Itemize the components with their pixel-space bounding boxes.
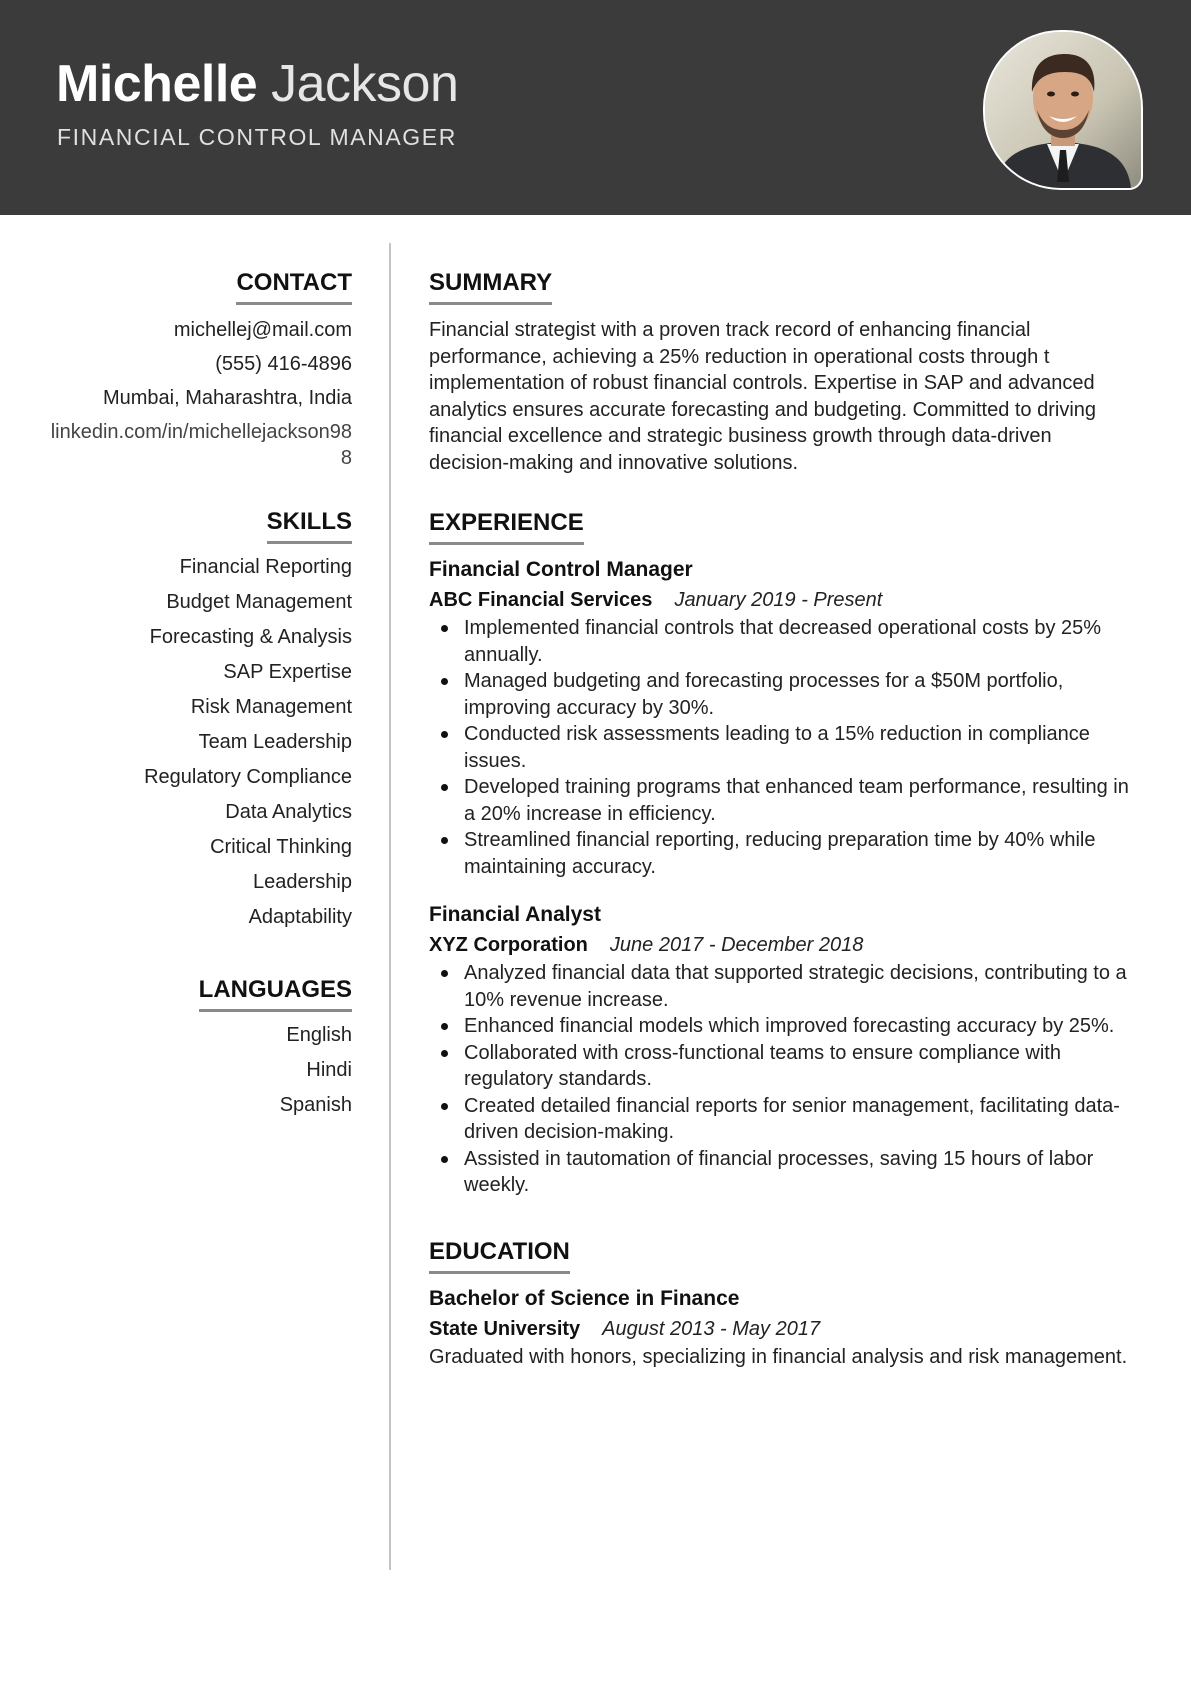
last-name: Jackson <box>271 55 459 113</box>
job-meta <box>429 585 1129 615</box>
skill-item: SAP Expertise <box>223 661 352 683</box>
bullet-item: Conducted risk assessments leading to a 15% reduction in compliance issues. <box>429 721 1129 774</box>
skill-item: Regulatory Compliance <box>144 766 352 788</box>
job-role: Financial Analyst <box>429 903 601 926</box>
column-divider <box>389 243 391 1570</box>
job-entry <box>429 900 1129 1199</box>
job-meta <box>429 930 1129 960</box>
candidate-title: FINANCIAL CONTROL MANAGER <box>57 124 457 150</box>
bullet-item: Created detailed financial reports for senior management, facilitating data-driven decision-making. <box>429 1093 1129 1146</box>
experience-section <box>429 508 1129 1199</box>
bullet-item: Analyzed financial data that supported strategic decisions, contributing to a 10% revenue increase. <box>429 960 1129 1013</box>
job-dates: June 2017 - December 2018 <box>609 934 864 956</box>
skill-item: Data Analytics <box>225 801 352 823</box>
skill-item: Forecasting & Analysis <box>149 626 352 648</box>
skills-section <box>40 507 352 935</box>
email[interactable]: michellej@mail.com <box>173 319 352 341</box>
profile-photo <box>983 30 1143 190</box>
skill-item: Leadership <box>253 871 352 893</box>
language-item: Hindi <box>306 1059 352 1081</box>
degree: Bachelor of Science in Finance <box>429 1286 740 1310</box>
bullet-item: Managed budgeting and forecasting processes for a $50M portfolio, improving accuracy by 30%. <box>429 668 1129 721</box>
languages-section <box>40 975 352 1123</box>
candidate-name <box>56 52 458 116</box>
experience-heading: EXPERIENCE <box>429 508 584 545</box>
phone[interactable]: (555) 416-4896 <box>215 353 352 375</box>
job-company: XYZ Corporation <box>429 934 588 956</box>
skill-item: Critical Thinking <box>210 836 352 858</box>
language-item: English <box>286 1024 352 1046</box>
education-description: Graduated with honors, specializing in financial analysis and risk management. <box>429 1345 1128 1368</box>
first-name: Michelle <box>56 55 258 113</box>
summary-text: Financial strategist with a proven track record of enhancing financial performance, achieving a 25% reduction in operational costs through t implementation of robust financial controls. Expertise in SAP and advanced analytics ensures accurate forecasting and budgeting. Committed to driving financial excellence and strategic business growth through data-driven decision-making and innovative solutions. <box>429 319 1097 474</box>
person-photo-icon <box>985 32 1141 188</box>
job-company: ABC Financial Services <box>429 589 653 611</box>
skill-item: Financial Reporting <box>179 556 352 578</box>
education-dates: August 2013 - May 2017 <box>602 1317 821 1340</box>
education-heading: EDUCATION <box>429 1237 570 1274</box>
contact-heading: CONTACT <box>236 268 352 305</box>
resume-header <box>0 0 1191 215</box>
bullet-item: Implemented financial controls that decreased operational costs by 25% annually. <box>429 615 1129 668</box>
education-section <box>429 1237 1129 1371</box>
languages-heading: LANGUAGES <box>199 975 352 1012</box>
job-role: Financial Control Manager <box>429 558 693 581</box>
summary-heading: SUMMARY <box>429 268 552 305</box>
bullet-item: Enhanced financial models which improved forecasting accuracy by 25%. <box>429 1013 1129 1040</box>
bullet-item: Assisted in tautomation of financial processes, saving 15 hours of labor weekly. <box>429 1146 1129 1199</box>
linkedin-link[interactable]: linkedin.com/in/michellejackson988 <box>50 421 352 469</box>
skill-item: Adaptability <box>248 906 352 928</box>
skill-item: Budget Management <box>166 591 352 613</box>
job-bullets <box>429 960 1129 1199</box>
skill-item: Risk Management <box>190 696 352 718</box>
sidebar <box>40 268 352 1153</box>
skills-heading: SKILLS <box>267 507 352 544</box>
school: State University <box>429 1317 581 1340</box>
language-item: Spanish <box>279 1094 352 1116</box>
education-meta <box>429 1314 1129 1344</box>
skill-item: Team Leadership <box>198 731 352 753</box>
main-content <box>429 268 1129 1396</box>
bullet-item: Streamlined financial reporting, reducing preparation time by 40% while maintaining accuracy. <box>429 827 1129 880</box>
job-bullets <box>429 615 1129 880</box>
bullet-item: Developed training programs that enhanced team performance, resulting in a 20% increase in efficiency. <box>429 774 1129 827</box>
bullet-item: Collaborated with cross-functional teams to ensure compliance with regulatory standards. <box>429 1040 1129 1093</box>
contact-section <box>40 268 352 471</box>
job-entry <box>429 555 1129 880</box>
location: Mumbai, Maharashtra, India <box>102 387 352 409</box>
job-dates: January 2019 - Present <box>674 589 883 611</box>
summary-section <box>429 268 1129 476</box>
